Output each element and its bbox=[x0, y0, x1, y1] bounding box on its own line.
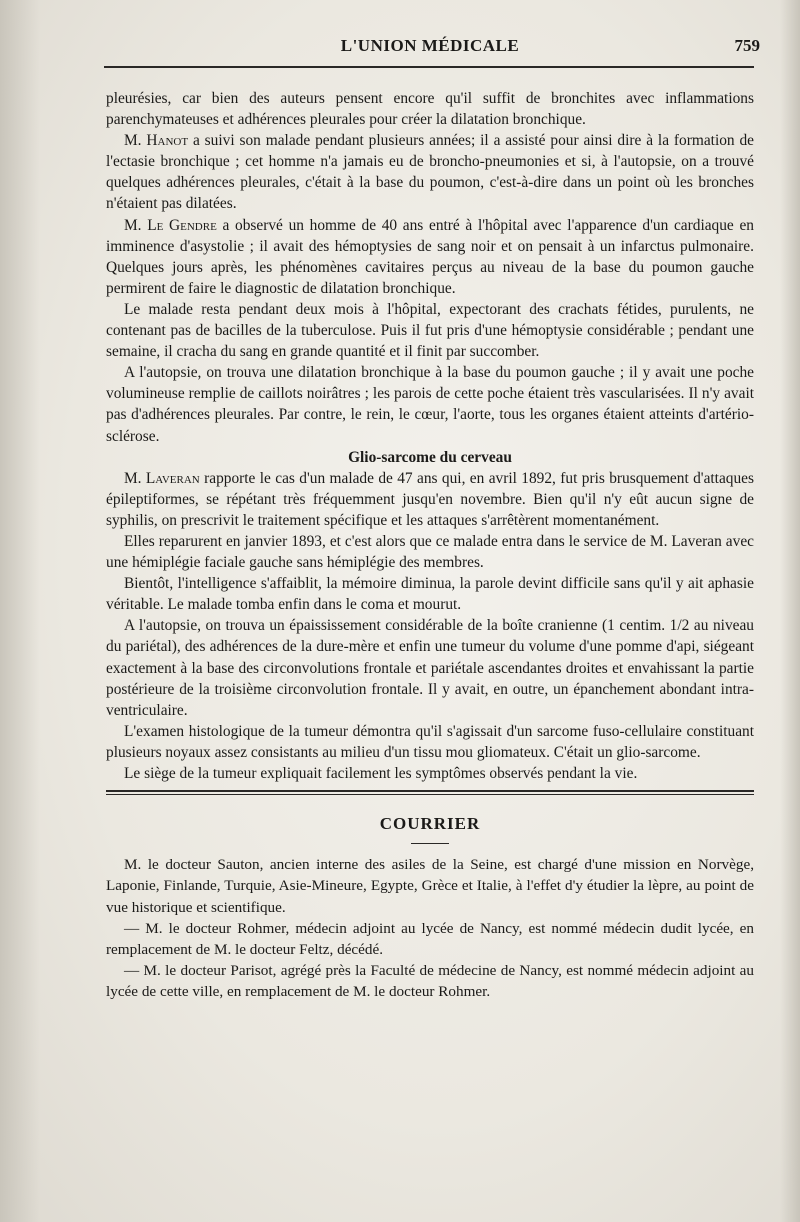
paragraph: Le malade resta pendant deux mois à l'hôpital, expectorant des crachats fétides, purulents, ne contenant pas de bacilles de la tuberculose. Puis il fut pris d'une hémoptysie considérable ; pendant une semaine, il cracha du sang en grande quantité et il finit par succomber. bbox=[106, 300, 754, 361]
paragraph: Bientôt, l'intelligence s'affaiblit, la mémoire diminua, la parole devint difficile sans qu'il y ait aphasie véritable. Le malade tomba enfin dans le coma et mourut. bbox=[106, 575, 754, 614]
edge-shadow bbox=[780, 0, 800, 1222]
paragraph: A l'autopsie, on trouva un épaississement considérable de la boîte cranienne (1 centim. 1/2 au niveau du pariétal), des adhérences de la dure-mère et enfin une tumeur du volume d'une pomme d'api, siégeant exactement à la base des circonvolutions frontale et pariétale ascendantes droites et envahissant la partie postérieure de la troisième circonvolution frontale. Il y avait, en outre, un épanchement abondant intra-ventriculaire. bbox=[106, 617, 754, 719]
speaker-name: M. Le Gendre bbox=[124, 216, 217, 234]
paragraph bbox=[106, 130, 754, 214]
running-title: L'UNION MÉDICALE bbox=[340, 36, 520, 55]
binding-shadow bbox=[0, 0, 40, 1222]
news-item: M. le docteur Sauton, ancien interne des asiles de la Seine, est chargé d'une mission en Norvège, Laponie, Finlande, Turquie, Asie-Mineure, Egypte, Grèce et Italie, à l'effet d'y étudier la lèpre, au point de vue historique et scientifique. bbox=[106, 856, 754, 916]
paragraph: L'examen histologique de la tumeur démontra qu'il s'agissait d'un sarcome fuso-cellulaire constituant plusieurs noyaux assez consistants au milieu d'un tissu mou gliomateux. C'était un glio-sarcome. bbox=[106, 722, 754, 761]
section-break bbox=[106, 790, 754, 795]
paragraph: Le siège de la tumeur expliquait facilement les symptômes observés pendant la vie. bbox=[124, 765, 638, 782]
paragraph-text: rapporte le cas d'un malade de 47 ans qui, en avril 1892, fut pris brusquement d'attaques épileptiformes, se répétant très fréquemment jusqu'en novembre. Bien qu'il n'y eût aucun signe de syphilis, on prescrivit le traitement spécifique et les attaques s'arrêtèrent momentanément. bbox=[106, 469, 754, 529]
paragraph-text: a observé un homme de 40 ans entré à l'hôpital avec l'apparence d'un cardiaque en imminence d'asystolie ; il avait des hémoptysies de sang noir et on pensait à un infarctus pulmonaire. Quelques jours après, les phénomènes cavitaires perçus au niveau de la base du poumon gauche permirent de faire le diagnostic de dilatation bronchique. bbox=[106, 216, 754, 297]
paragraph: A l'autopsie, on trouva une dilatation bronchique à la base du poumon gauche ; il y avait une poche volumineuse remplie de caillots noirâtres ; les parois de cette poche étaient très vascularisées. Il n'y avait pas d'adhérences pleurales. Par contre, le rein, le cœur, l'aorte, tous les organes étaient atteints d'artério-sclérose. bbox=[106, 364, 754, 445]
header-rule bbox=[104, 66, 754, 68]
paragraph: pleurésies, car bien des auteurs pensent encore qu'il suffit de bronchites avec inflammations parenchymateuses et adhérences pleurales pour créer la dilatation bronchique. bbox=[106, 90, 754, 129]
section-title: Glio-sarcome du cerveau bbox=[348, 448, 512, 466]
speaker-name: M. Hanot bbox=[124, 132, 189, 150]
paragraph bbox=[106, 215, 754, 299]
news-item: — M. le docteur Parisot, agrégé près la Faculté de médecine de Nancy, est nommé médecin adjoint au lycée de cette ville, en remplacement de M. le docteur Rohmer. bbox=[106, 962, 754, 1001]
courrier-list bbox=[106, 854, 754, 1002]
speaker-name: M. Laveran bbox=[124, 469, 200, 487]
page-header bbox=[100, 36, 760, 60]
paragraph: Elles reparurent en janvier 1893, et c'est alors que ce malade entra dans le service de M. Laveran avec une hémiplégie faciale gauche sans hémiplégie des membres. bbox=[106, 532, 754, 572]
paragraph-text: a suivi son malade pendant plusieurs années; il a assisté pour ainsi dire à la formation de l'ectasie bronchique ; cet homme n'a jamais eu de broncho-pneumonies et si, à l'autopsie, on a trouvé quelques adhérences pleurales, c'était à la base du poumon, c'est-à-dire dans un point où les bronches n'étaient pas dilatées. bbox=[106, 132, 755, 213]
courrier-title: COURRIER bbox=[379, 814, 481, 834]
paragraph bbox=[106, 468, 754, 531]
short-rule bbox=[411, 843, 449, 844]
double-rule bbox=[106, 790, 754, 795]
news-item: — M. le docteur Rohmer, médecin adjoint au lycée de Nancy, est nommé médecin dudit lycée, en remplacement de M. le docteur Feltz, décédé. bbox=[106, 919, 754, 958]
page-body bbox=[106, 88, 754, 1003]
page-number: 759 bbox=[734, 36, 760, 55]
